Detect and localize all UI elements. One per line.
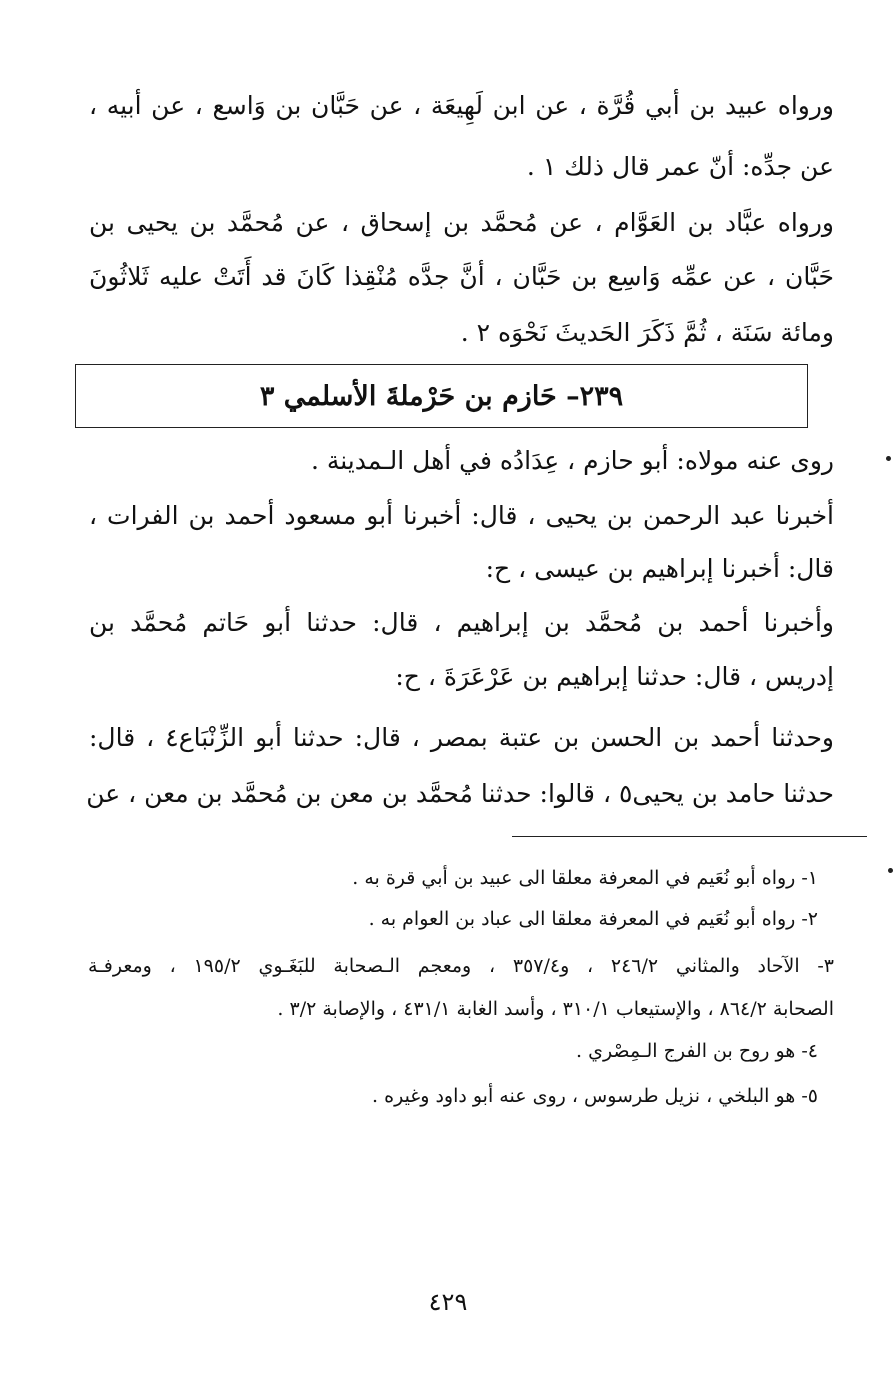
footnote: ٣- الآحاد والمثاني ٢٤٦/٢ ، و٣٥٧/٤ ، ومعجم الـصحابة للبَغَـوي ١٩٥/٢ ، ومعرفـة bbox=[88, 955, 834, 977]
footnote: ٢- رواه أبو نُعَيم في المعرفة معلقا الى عباد بن العوام به . bbox=[368, 908, 818, 930]
footnote: ٥- هو البلخي ، نزيل طرسوس ، روى عنه أبو داود وغيره . bbox=[372, 1085, 818, 1107]
edge-dot bbox=[886, 456, 891, 461]
body-line: وأخبرنا أحمد بن مُحمَّد بن إبراهيم ، قال: حدثنا أبو حَاتم مُحمَّد بن bbox=[89, 608, 834, 637]
footnote: ٤- هو روح بن الفرج الـمِصْري . bbox=[576, 1040, 818, 1062]
section-heading-box bbox=[75, 364, 808, 428]
body-line: ومائة سَنَة ، ثُمَّ ذَكَرَ الحَديثَ نَحْوَه ٢ . bbox=[460, 318, 834, 347]
body-line: ورواه عبيد بن أبي قُرَّة ، عن ابن لَهِيعَة ، عن حَبَّان بن وَاسع ، عن أبيه ، bbox=[89, 91, 834, 120]
footnote: ١- رواه أبو نُعَيم في المعرفة معلقا الى عبيد بن أبي قرة به . bbox=[352, 867, 818, 889]
body-line: قال: أخبرنا إبراهيم بن عيسى ، ح: bbox=[485, 554, 834, 583]
body-line: عن جدِّه: أنّ عمر قال ذلك ١ . bbox=[526, 152, 834, 181]
body-line: ورواه عبَّاد بن العَوَّام ، عن مُحمَّد بن إسحاق ، عن مُحمَّد بن يحيى بن bbox=[89, 208, 834, 237]
body-line: روى عنه مولاه: أبو حازم ، عِدَادُه في أهل الـمدينة . bbox=[310, 446, 834, 475]
footnote: الصحابة ٨٦٤/٢ ، والإستيعاب ٣١٠/١ ، وأسد الغابة ٤٣١/١ ، والإصابة ٣/٢ . bbox=[277, 998, 834, 1020]
section-heading: ٢٣٩– حَازم بن حَرْملةَ الأسلمي ٣ bbox=[259, 380, 624, 412]
body-line: إدريس ، قال: حدثنا إبراهيم بن عَرْعَرَةَ ، ح: bbox=[395, 662, 834, 691]
body-line: حَبَّان ، عن عمِّه وَاسِع بن حَبَّان ، أنَّ جدَّه مُنْقِذا كَانَ قد أَتَتْ عليه ثَلاثُونَ bbox=[89, 262, 834, 291]
body-line: حدثنا حامد بن يحيى٥ ، قالوا: حدثنا مُحمَّد بن معن بن مُحمَّد بن معن ، عن bbox=[86, 779, 834, 808]
body-line: وحدثنا أحمد بن الحسن بن عتبة بمصر ، قال: حدثنا أبو الزِّنْبَاع٤ ، قال: bbox=[89, 723, 834, 752]
page-number: ٤٢٩ bbox=[428, 1288, 468, 1316]
footnote-separator bbox=[512, 836, 867, 837]
edge-dot bbox=[888, 868, 893, 873]
body-line: أخبرنا عبد الرحمن بن يحيى ، قال: أخبرنا أبو مسعود أحمد بن الفرات ، bbox=[89, 501, 834, 530]
